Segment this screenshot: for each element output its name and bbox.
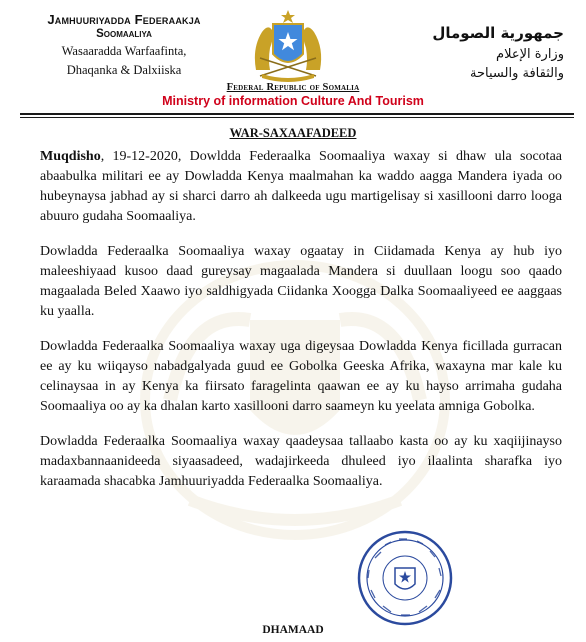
document-body — [40, 147, 562, 507]
paragraph-1 — [40, 147, 562, 227]
republic-name-arabic: جمهورية الصومال — [432, 24, 564, 42]
republic-name-english: Federal Republic of Somalia — [226, 82, 360, 93]
header-left-block — [14, 12, 234, 78]
paragraph-4 — [40, 432, 562, 492]
paragraph-2 — [40, 242, 562, 322]
header-divider-thick — [20, 113, 574, 115]
document-title: WAR-SAXAAFADEED — [229, 126, 357, 140]
paragraph-text: Dowladda Federaalka Soomaaliya waxay ogaatay in Ciidamada Kenya ay hub iyo maleeshiyaad kusoo daad gureysay magaalada Mandera si duullaan loogu soo qaado magaalada Beled Xaawo iyo saldhigyada Ciidanka Xoogga Dalka Soomaaliyeed ee aaggaas ku yaalla. — [40, 244, 562, 319]
ministry-name-line1: Wasaaradda Warfaafinta, — [61, 44, 187, 58]
ministry-name-english: Ministry of information Culture And Tourism — [162, 94, 424, 108]
header-english-block — [0, 82, 586, 108]
closing-mark: DHAMAAD — [262, 624, 324, 636]
ministry-name-arabic-line1: وزارة الإعلام — [496, 47, 564, 62]
paragraph-text: Dowladda Federaalka Soomaaliya waxay qaadeysaa tallaabo kasta oo ay ku xaqiijinayso madaxbannaanideeda siyaasadeed, wadajirkeeda dhuleed iyo ilaalinta sharafka iyo karaamada shacabka Jamhuuriyadda Federaalka Soomaaliya. — [40, 434, 562, 489]
ministry-seal-icon — [355, 528, 455, 628]
republic-name-somali: Jamhuuriyadda Federaakja — [47, 12, 201, 27]
country-name-somali: Soomaaliya — [96, 28, 152, 40]
paragraph-3 — [40, 337, 562, 417]
paragraph-text: , 19-12-2020, Dowldda Federaalka Soomaaliya waxay si dhaw ula socotaa abaabulka militari ee ay Dowladda Kenya maalmahan ka waddo aagga Mandera iyada oo hubeynaysa jabhad ay si sharci darro ah dalkeeda ugu martigelisay si xasillooni darro looga abuuro gudaha Soomaaliya. — [40, 149, 562, 224]
header-divider-thin — [20, 117, 574, 118]
ministry-name-arabic-line2: والثقافة والسياحة — [470, 66, 564, 81]
header-right-block — [384, 24, 564, 81]
somalia-coat-of-arms-icon — [248, 8, 328, 82]
dateline-place: Muqdisho — [40, 149, 101, 164]
paragraph-text: Dowladda Federaalka Soomaaliya waxay uga digeysaa Dowladda Kenya ficillada gurracan ee ay ku wiiqayso nabadgalyada guud ee Gobolka Geeska Afrika, waxayna mar kale ku celinaysaa in ay Kenya ka fiirsato faragelinta qaawan ee ay ku hayso arrimaha gudaha Soomaaliya oo ay ka dhalan karto xasillooni darro saameyn ku yeelata amniga Gobolka. — [40, 339, 562, 414]
ministry-name-line2: Dhaqanka & Dalxiiska — [66, 63, 182, 77]
